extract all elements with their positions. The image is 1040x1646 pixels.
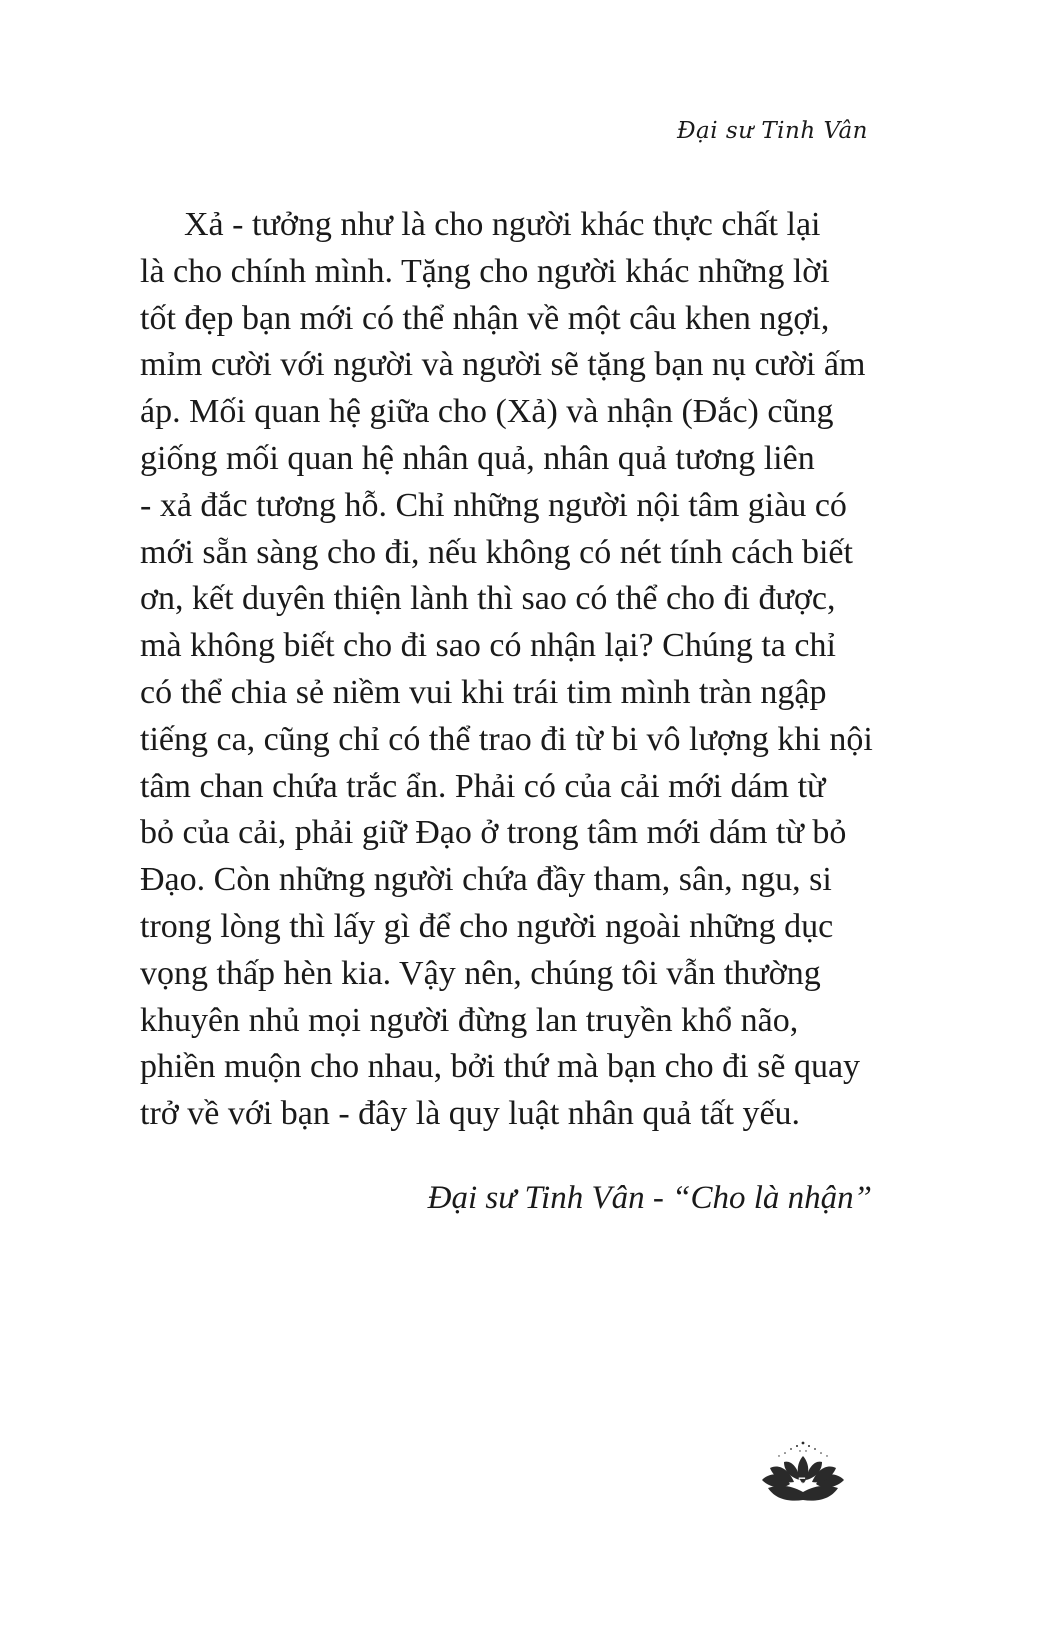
text-line: bỏ của cải, phải giữ Đạo ở trong tâm mới dám từ bỏ — [140, 814, 847, 852]
body-paragraph — [140, 202, 874, 1138]
text-line: tâm chan chứa trắc ẩn. Phải có của cải mới dám từ — [140, 767, 826, 805]
text-line: có thể chia sẻ niềm vui khi trái tim mình tràn ngập — [140, 673, 827, 711]
text-line: tiếng ca, cũng chỉ có thể trao đi từ bi vô lượng khi nội — [140, 720, 873, 758]
text-line: phiền muộn cho nhau, bởi thứ mà bạn cho đi sẽ quay — [140, 1048, 861, 1086]
page-number: 5 — [797, 1474, 807, 1495]
quote-attribution: Đại sư Tinh Vân - “Cho là nhận” — [427, 1180, 872, 1216]
text-line: áp. Mối quan hệ giữa cho (Xả) và nhận (Đắc) cũng — [140, 393, 834, 431]
text-line: mới sẵn sàng cho đi, nếu không có nét tính cách biết — [140, 533, 853, 571]
text-line: mà không biết cho đi sao có nhận lại? Chúng ta chỉ — [140, 627, 836, 665]
text-line: ơn, kết duyên thiện lành thì sao có thể cho đi được, — [140, 580, 836, 618]
running-header: Đại sư Tinh Vân — [676, 118, 868, 144]
text-line: trong lòng thì lấy gì để cho người ngoài những dục — [140, 907, 834, 945]
text-line: khuyên nhủ mọi người đừng lan truyền khổ não, — [140, 1001, 799, 1039]
text-line: Đạo. Còn những người chứa đầy tham, sân, ngu, si — [140, 861, 832, 899]
text-line: trở về với bạn - đây là quy luật nhân quả tất yếu. — [140, 1095, 801, 1133]
text-line: vọng thấp hèn kia. Vậy nên, chúng tôi vẫn thường — [140, 954, 821, 992]
text-line: Xả - tưởng như là cho người khác thực chất lại — [184, 206, 821, 243]
text-line: giống mối quan hệ nhân quả, nhân quả tương liên — [140, 439, 815, 477]
text-line: là cho chính mình. Tặng cho người khác những lời — [140, 252, 830, 290]
text-line: mỉm cười với người và người sẽ tặng bạn nụ cười ấm — [140, 346, 866, 384]
text-line: tốt đẹp bạn mới có thể nhận về một câu khen ngợi, — [140, 299, 830, 337]
text-line: - xả đắc tương hỗ. Chỉ những người nội tâm giàu có — [140, 486, 847, 524]
